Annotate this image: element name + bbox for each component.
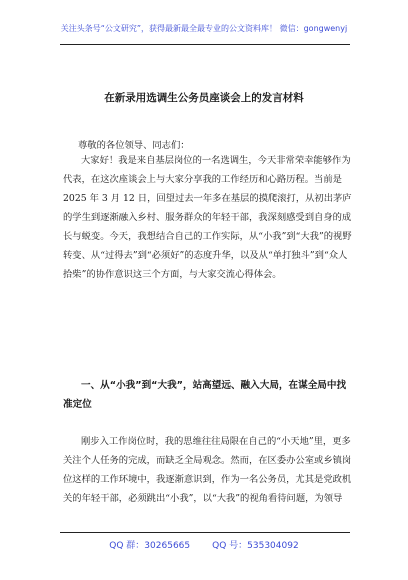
section-heading-1: 一、从“小我”到“大我”，站高望远、融入大局，在谋全局中找准定位 (63, 380, 347, 410)
footer-contact (0, 538, 408, 551)
footer-qq-group: QQ 群：30265665 (109, 541, 191, 551)
salutation: 尊敬的各位领导、同志们： (78, 140, 190, 151)
body-paragraph-2: 刚步入工作岗位时，我的思维往往局限在自己的“小天地”里，更多关注个人任务的完成，而缺乏全局观念。然而，在区委办公室或乡镇岗位这样的工作环境中，我逐渐意识到，作为一名公务员，尤其是党政机关的年轻干部，必须跳出“小我”，以“大我”的视角看待问题，为领导 (63, 436, 352, 504)
body-paragraph-1: 大家好！我是来自基层岗位的一名选调生，今天非常荣幸能够作为代表，在这次座谈会上与大家分享我的工作经历和心路历程。当前是 2025 年 3 月 12 日，回望过去一年多在基层的摸爬滚打，从初出茅庐的学生到逐渐融入乡村、服务群众的年轻干部，我深刻感受到自身的成长与蜕变。今天，我想结合自己的工作实际，从“小我”到“大我”的视野转变、从“过得去”到“必须好”的态度升华，以及从“单打独斗”到“众人拾柴”的协作意识这三个方面，与大家交流心得体会。 (63, 155, 352, 280)
footer-divider (60, 532, 350, 533)
header-banner: 关注头条号“公文研究”，获得最新最全最专业的公文资料库！ 微信：gongwenyj (60, 24, 348, 33)
footer-qq-number: QQ 号：535304092 (212, 541, 299, 551)
header-divider (60, 44, 350, 45)
document-title: 在新录用选调生公务员座谈会上的发言材料 (104, 92, 304, 104)
